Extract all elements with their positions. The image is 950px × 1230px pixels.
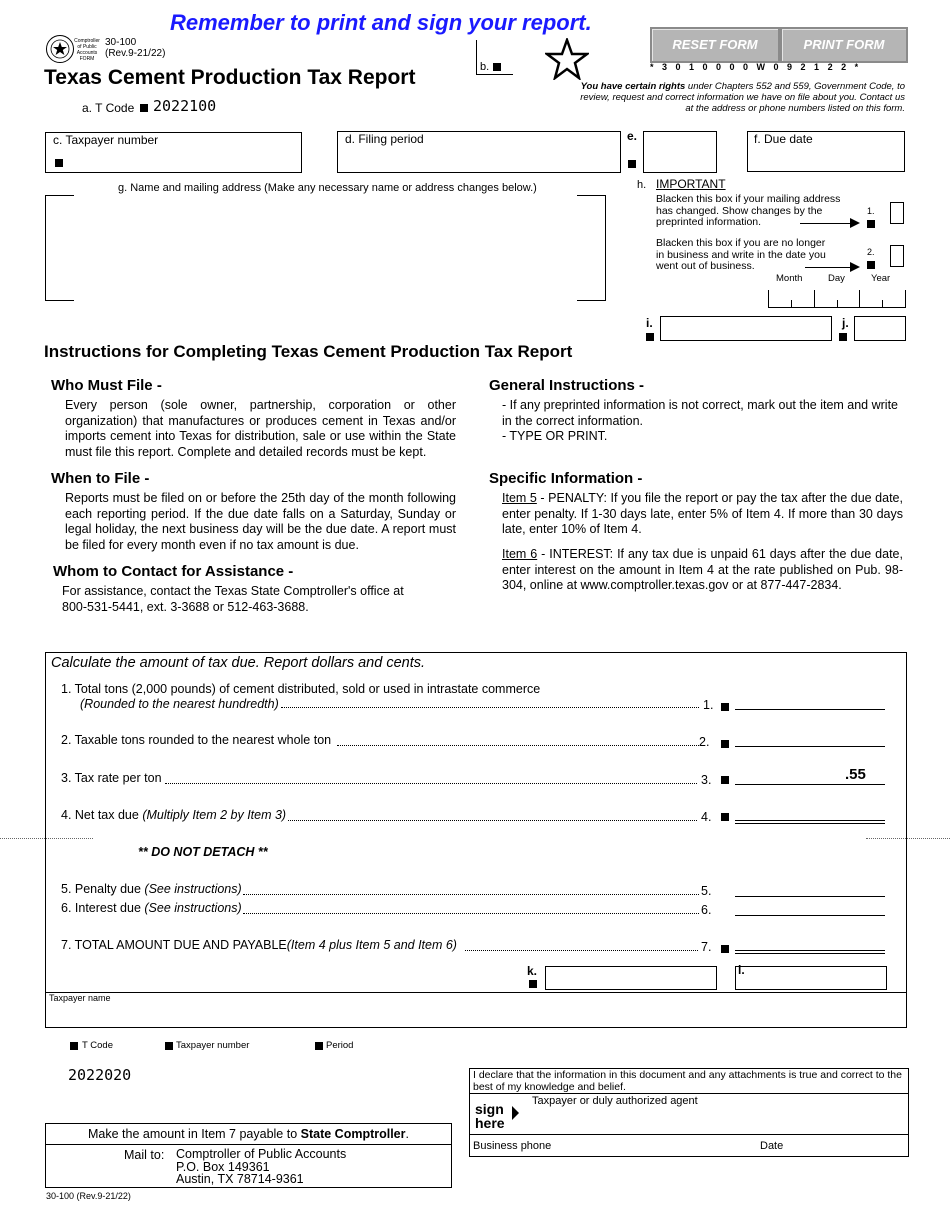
h2-arrow-icon (850, 262, 860, 272)
declaration-text: I declare that the information in this document and any attachments is true and correct to the best of my knowledge and belief. (473, 1069, 902, 1093)
item7-italic: (Item 4 plus Item 5 and Item 6) (286, 938, 457, 952)
item6-instruction (502, 547, 903, 594)
item7-text: 7. TOTAL AMOUNT DUE AND PAYABLE (61, 938, 287, 952)
item1-num: 1. (703, 698, 714, 712)
declaration-divider (469, 1093, 909, 1094)
k-marker (529, 980, 537, 988)
print-reminder: Remember to print and sign your report. (170, 10, 592, 35)
h1-arrow-icon (850, 218, 860, 228)
item5-input[interactable] (735, 896, 885, 897)
here-word: here (475, 1115, 505, 1131)
address-field[interactable] (75, 196, 575, 299)
mail-to-label: Mail to: (124, 1148, 165, 1162)
date-divider (882, 300, 883, 308)
item5-instruction-label: Item 5 (502, 491, 537, 505)
item6-label (61, 901, 242, 915)
item4-label (61, 808, 286, 822)
item3-label: 3. Tax rate per ton (61, 771, 162, 785)
b-label: b. (480, 61, 490, 73)
bottom-code-value: 2022020 (68, 1066, 132, 1084)
star-icon (545, 38, 589, 80)
form-revision: (Rev.9-21/22) (105, 48, 166, 59)
payable-divider (45, 1144, 452, 1145)
bottom-period-marker (315, 1042, 323, 1050)
h2-arrow-line (805, 267, 852, 268)
payable-end: . (405, 1127, 409, 1141)
item2-label: 2. Taxable tons rounded to the nearest whole ton (61, 733, 332, 747)
payable-bold: State Comptroller (300, 1127, 406, 1141)
taxpayer-number-label: c. Taxpayer number (53, 133, 159, 147)
business-phone-label: Business phone (473, 1140, 552, 1152)
h2-marker (867, 261, 875, 269)
h2-checkbox[interactable] (890, 245, 904, 267)
item6-instruction-label: Item 6 (502, 547, 538, 561)
general-instructions-item: - TYPE OR PRINT. (502, 429, 608, 443)
address-line-2: P.O. Box 149361 (176, 1159, 270, 1174)
detach-line-left (0, 838, 93, 839)
when-to-file-text: Reports must be filed on or before the 25th day of the month following each reporting period. If the due date falls on a Saturday, Sunday or legal holiday, the next business day will be the due date. A report must be filed for every month even if no tax amount is due. (65, 491, 456, 552)
filing-period-label: d. Filing period (345, 132, 424, 146)
item2-marker (721, 740, 729, 748)
reset-form-button[interactable]: RESET FORM (650, 27, 780, 63)
address-label: g. Name and mailing address (Make any necessary name or address changes below.) (118, 182, 537, 194)
tcode-label: a. T Code (82, 101, 135, 115)
item7-input[interactable] (735, 950, 885, 951)
year-label: Year (871, 273, 891, 284)
item1-input[interactable] (735, 709, 885, 710)
signature-divider (469, 1134, 909, 1135)
tcode-marker (140, 104, 148, 112)
item3-input (735, 784, 885, 785)
date-divider (791, 300, 792, 308)
item5-leader (243, 894, 699, 895)
item1-leader (281, 707, 699, 708)
rights-notice (580, 81, 905, 114)
item3-leader (165, 783, 697, 784)
item3-num: 3. (701, 773, 712, 787)
contact-heading: Whom to Contact for Assistance - (53, 563, 294, 580)
item4-num: 4. (701, 810, 712, 824)
date-out-of-business-field[interactable] (768, 290, 906, 308)
j-marker (839, 333, 847, 341)
item6-num: 6. (701, 903, 712, 917)
item4-marker (721, 813, 729, 821)
seal-star-icon (47, 36, 73, 62)
item1-label: 1. Total tons (2,000 pounds) of cement distributed, sold or used in intrastate commerce (61, 682, 541, 696)
h2-text: Blacken this box if you are no longer in business and write in the date you went out of business. (656, 237, 826, 272)
h1-marker (867, 220, 875, 228)
item2-input[interactable] (735, 746, 885, 747)
l-field[interactable] (735, 966, 887, 990)
b-marker (493, 63, 501, 71)
date-label: Date (760, 1140, 784, 1152)
h-label: h. (637, 179, 647, 191)
tcode-value: 2022100 (153, 97, 217, 115)
date-divider (859, 290, 860, 308)
month-label: Month (776, 273, 803, 284)
item1-sublabel: (Rounded to the nearest hundredth) (80, 697, 279, 711)
taxpayer-name-box[interactable] (45, 992, 907, 1028)
form-number: 30-100 (105, 37, 137, 48)
item1-marker (721, 703, 729, 711)
bottom-taxpayer-label: Taxpayer number (176, 1040, 250, 1051)
seal-text: Comptroller of Public Accounts FORM (74, 38, 100, 62)
footer-form-number: 30-100 (Rev.9-21/22) (46, 1191, 131, 1201)
who-must-file-heading: Who Must File - (51, 377, 162, 394)
item4-italic: (Multiply Item 2 by Item 3) (142, 808, 287, 822)
address-line-3: Austin, TX 78714-9361 (176, 1172, 304, 1186)
item5-instruction (502, 491, 903, 538)
calculation-heading: Calculate the amount of tax due. Report dollars and cents. (51, 655, 425, 671)
sign-here (475, 1102, 505, 1130)
bottom-taxpayer-marker (165, 1042, 173, 1050)
item7-label (61, 938, 457, 952)
k-label: k. (527, 964, 538, 978)
page-title: Texas Cement Production Tax Report (44, 66, 416, 89)
item6-leader (243, 913, 699, 914)
i-label: i. (646, 316, 653, 330)
h2-num: 2. (867, 247, 875, 257)
item2-num: 2. (699, 735, 710, 749)
item5-italic: (See instructions) (144, 882, 242, 896)
general-instructions-heading: General Instructions - (489, 377, 645, 394)
detach-line-right (866, 838, 950, 839)
h1-arrow-line (800, 223, 852, 224)
bottom-tcode-label: T Code (82, 1040, 113, 1051)
h1-checkbox[interactable] (890, 202, 904, 224)
due-date-label: f. Due date (754, 132, 813, 146)
date-divider (814, 290, 815, 308)
item7-num: 7. (701, 940, 712, 954)
bottom-period-label: Period (326, 1040, 354, 1051)
item5-num: 5. (701, 884, 712, 898)
do-not-detach: ** DO NOT DETACH ** (138, 845, 268, 859)
specific-information-heading: Specific Information - (489, 470, 643, 487)
payable-label: Make the amount in Item 7 payable to (88, 1127, 301, 1141)
payable-text (45, 1127, 452, 1141)
item2-leader (337, 745, 699, 746)
comptroller-seal (46, 35, 74, 63)
item4-double-underline (735, 823, 885, 824)
j-field[interactable] (854, 316, 906, 341)
who-must-file-text: Every person (sole owner, partnership, corporation or other organization) that manufactures or produces cement in Texas and/or imports cement into Texas for distribution, sale or use within the State must file this report. Complete and detailed records must be kept. (65, 398, 456, 459)
item4-text: 4. Net tax due (61, 808, 143, 822)
i-field[interactable] (660, 316, 832, 341)
item3-marker (721, 776, 729, 784)
instructions-heading: Instructions for Completing Texas Cement Production Tax Report (44, 342, 573, 361)
item5-label (61, 882, 242, 896)
item6-text: 6. Interest due (61, 901, 145, 915)
e-label: e. (627, 129, 638, 143)
item5-instruction-text: - PENALTY: If you file the report or pay the tax after the due date, enter penalty. If 1-30 days late, enter 5% of Item 4. If more than 30 days late, enter 10% of Item 4. (502, 491, 903, 536)
address-line-1: Comptroller of Public Accounts (176, 1147, 347, 1161)
item4-input[interactable] (735, 820, 885, 821)
item5-text: 5. Penalty due (61, 882, 145, 896)
agent-label: Taxpayer or duly authorized agent (532, 1095, 698, 1107)
k-field[interactable] (545, 966, 717, 990)
item7-leader (465, 950, 698, 951)
mail-address (176, 1148, 346, 1186)
h1-text: Blacken this box if your mailing address has changed. Show changes by the preprinted information. (656, 193, 841, 228)
j-label: j. (842, 316, 849, 330)
bottom-tcode-marker (70, 1042, 78, 1050)
i-marker (646, 333, 654, 341)
signature-input[interactable] (530, 1108, 905, 1134)
rights-text: under Chapters 552 and 559, Government Code, to review, request and correct information we have on file about you. Contact us at the address or phone numbers listed on this form. (580, 81, 905, 114)
taxpayer-number-marker (55, 159, 63, 167)
item7-marker (721, 945, 729, 953)
e-marker (628, 160, 636, 168)
h1-num: 1. (867, 206, 875, 216)
general-instructions-item: - If any preprinted information is not correct, mark out the item and write in the correct information. (502, 398, 899, 428)
contact-text: For assistance, contact the Texas State Comptroller's office at 800-531-5441, ext. 3-3688 or 512-463-3688. (62, 584, 404, 614)
l-label: l. (738, 963, 745, 977)
barcode-text: * 3 0 1 0 0 0 0 W 0 9 2 1 2 2 * (650, 62, 860, 72)
item6-instruction-text: - INTEREST: If any tax due is unpaid 61 days after the due date, enter interest on the amount in Item 4 at the rate published on Pub. 98-304, online at www.comptroller.texas.gov or at 877-447-2834. (502, 547, 903, 592)
address-corner-tr (577, 195, 606, 301)
item6-input[interactable] (735, 915, 885, 916)
rights-bold: You have certain rights (580, 81, 686, 92)
when-to-file-heading: When to File - (51, 470, 150, 487)
e-field[interactable] (643, 131, 717, 173)
item3-value: .55 (845, 766, 866, 783)
item7-double-underline (735, 953, 885, 954)
date-divider (837, 300, 838, 308)
sign-word: sign (475, 1101, 504, 1117)
important-heading: IMPORTANT (656, 177, 726, 191)
item6-italic: (See instructions) (144, 901, 242, 915)
taxpayer-name-label: Taxpayer name (49, 993, 111, 1003)
item4-leader (288, 820, 697, 821)
print-form-button[interactable]: PRINT FORM (780, 27, 908, 63)
sign-arrow-icon (512, 1106, 519, 1120)
address-corner-tl (45, 195, 74, 301)
day-label: Day (828, 273, 845, 284)
